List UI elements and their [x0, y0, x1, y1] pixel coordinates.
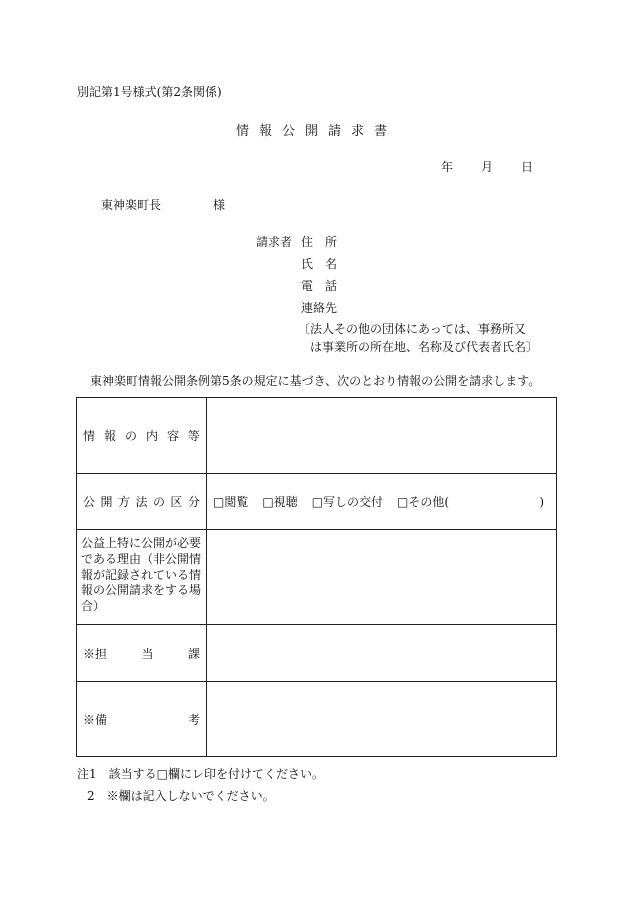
field-public-interest-reason[interactable]	[207, 530, 557, 625]
label-disclosure-method: 公 開 方 法 の 区 分	[77, 474, 207, 530]
date-day-label: 日	[521, 160, 534, 174]
row-disclosure-method	[77, 474, 557, 530]
requester-contact-label: 連絡先	[301, 301, 338, 315]
row-staff-section	[77, 625, 557, 682]
requester-note-line2: は事業所の所在地、名称及び代表者氏名〕	[310, 340, 539, 354]
field-staff-section[interactable]	[207, 625, 557, 682]
request-form-table	[76, 397, 557, 757]
requester-note-line1: 〔法人その他の団体にあっては、事務所又	[298, 322, 526, 336]
requester-phone-label: 電 話	[301, 279, 338, 293]
label-information-content: 情 報 の 内 容 等	[77, 398, 207, 474]
date-year-label: 年	[441, 160, 454, 174]
notes	[77, 768, 324, 812]
field-information-content[interactable]	[207, 398, 557, 474]
date-line	[441, 161, 533, 173]
request-intro-text: 東神楽町情報公開条例第5条の規定に基づき、次のとおり情報の公開を請求します。	[90, 374, 541, 388]
requester-role-label: 請求者	[256, 235, 293, 249]
addressee-name: 東神楽町長	[101, 198, 162, 212]
requester-name-label: 氏 名	[301, 257, 338, 271]
label-public-interest-reason: 公益上特に公開が必要である理由（非公開情報が記録されている情報の公開請求をする場合）	[77, 530, 207, 625]
field-disclosure-method	[207, 474, 557, 530]
checkbox-copy[interactable]: □写しの交付	[311, 495, 384, 509]
form-number-label: 別記第1号様式(第2条関係)	[77, 85, 222, 99]
requester-address-label: 住 所	[301, 235, 338, 249]
document-title: 情報公開請求書	[236, 124, 398, 139]
label-remarks: ※備 考	[77, 682, 207, 757]
row-remarks	[77, 682, 557, 757]
checkbox-audio-visual[interactable]: □視聴	[262, 495, 298, 509]
checkbox-other[interactable]: □その他(	[397, 495, 450, 509]
note-1: 注1 該当する□欄にレ印を付けてください。	[77, 767, 324, 781]
note-2: 2 ※欄は記入しないでください。	[87, 789, 275, 803]
addressee-honorific: 様	[213, 198, 226, 212]
date-month-label: 月	[481, 160, 494, 174]
label-staff-section: ※担 当 課	[77, 625, 207, 682]
row-information-content	[77, 398, 557, 474]
addressee-line	[101, 199, 225, 211]
other-close-paren: )	[539, 494, 544, 509]
field-remarks[interactable]	[207, 682, 557, 757]
checkbox-view[interactable]: □閲覧	[213, 495, 249, 509]
row-public-interest-reason	[77, 530, 557, 625]
